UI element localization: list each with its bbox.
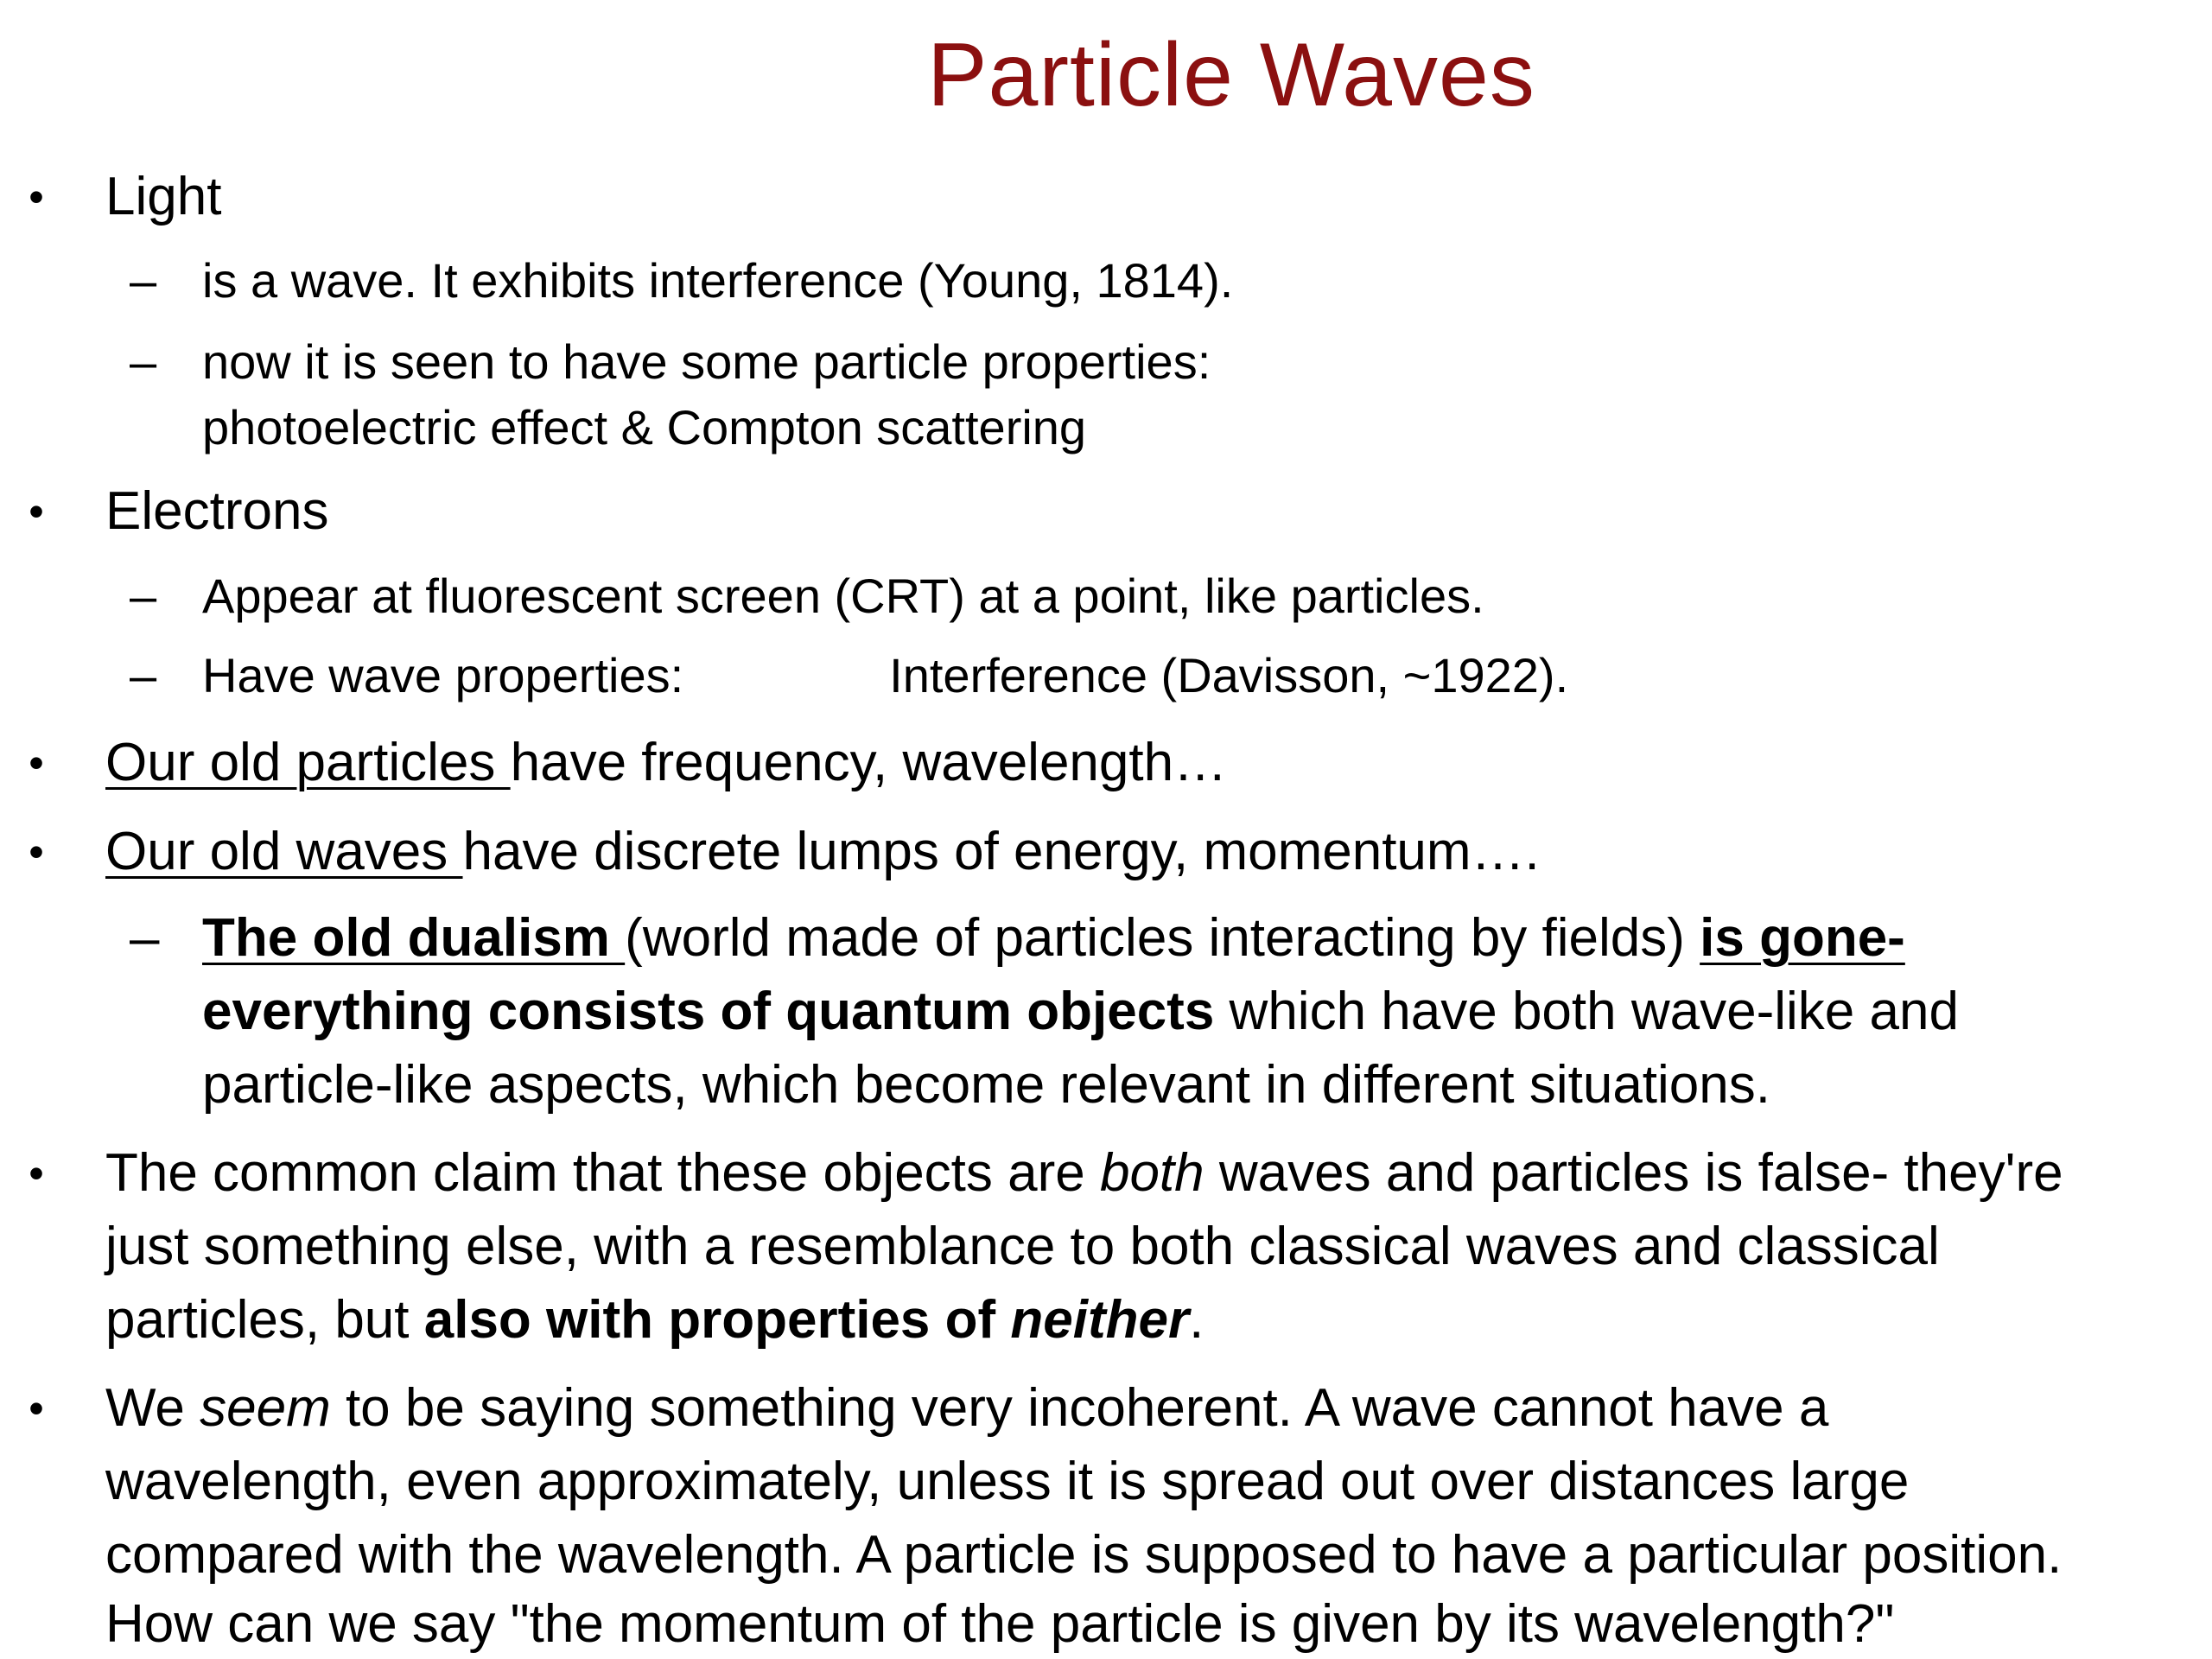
common-claim-line3-pre: particles, but xyxy=(105,1290,424,1350)
bullet-icon: • xyxy=(29,828,44,876)
bullet-icon: • xyxy=(29,739,44,787)
light-sub1: is a wave. It exhibits interference (Young, 1814). xyxy=(202,253,1234,308)
incoherent-part1: We xyxy=(105,1378,200,1438)
incoherent-italic: seem xyxy=(200,1378,331,1438)
common-claim-line3 xyxy=(105,1286,1204,1355)
incoherent-line4: How can we say "the momentum of the particle is given by its wavelength?" xyxy=(105,1594,1895,1654)
dualism-bold-underlined2: is gone- xyxy=(1700,908,1905,968)
electrons-heading: Electrons xyxy=(105,481,329,541)
bullet-icon: • xyxy=(29,1149,44,1198)
common-claim-line2: just something else, with a resemblance to both classical waves and classical xyxy=(105,1217,1940,1276)
dualism-normal1: (world made of particles interacting by fields) xyxy=(625,908,1700,968)
bullet-icon: • xyxy=(29,487,44,536)
electrons-sub2-value: Interference (Davisson, ~1922). xyxy=(889,648,1569,702)
incoherent-part2: to be saying something very incoherent. A wave cannot have a xyxy=(330,1378,1829,1438)
slide-title: Particle Waves xyxy=(927,25,1535,125)
old-particles-line xyxy=(105,728,1227,798)
old-particles-rest: have frequency, wavelength… xyxy=(510,733,1228,792)
dash-icon: – xyxy=(130,253,157,308)
old-particles-underlined: Our old particles xyxy=(105,733,511,792)
common-claim-part1: The common claim that these objects are xyxy=(105,1143,1100,1203)
common-claim-italic: both xyxy=(1099,1143,1205,1203)
electrons-sub1: Appear at fluorescent screen (CRT) at a point, like particles. xyxy=(202,569,1484,623)
old-waves-underlined: Our old waves xyxy=(105,822,463,881)
electrons-sub2-label: Have wave properties: xyxy=(202,648,684,702)
old-waves-rest: have discrete lumps of energy, momentum…. xyxy=(462,822,1540,881)
incoherent-line1 xyxy=(105,1374,1828,1443)
dualism-bold2: everything consists of quantum objects xyxy=(202,982,1215,1041)
electrons-sub2 xyxy=(202,645,1568,706)
common-claim-line1 xyxy=(105,1139,2063,1208)
dash-icon: – xyxy=(130,908,160,968)
bullet-icon: • xyxy=(29,1384,44,1433)
dash-icon: – xyxy=(130,569,157,623)
dash-icon: – xyxy=(130,334,157,389)
light-sub2-line1: now it is seen to have some particle properties: xyxy=(202,334,1211,389)
bullet-icon: • xyxy=(29,173,44,221)
old-waves-line xyxy=(105,817,1540,887)
dualism-normal2: which have both wave-like and xyxy=(1214,982,1959,1041)
common-claim-line3-bold: also with properties of xyxy=(423,1290,1011,1350)
common-claim-part2: waves and particles is false- they're xyxy=(1204,1143,2063,1203)
dualism-line3: particle-like aspects, which become relevant in different situations. xyxy=(202,1055,1770,1115)
dualism-line1 xyxy=(202,904,1905,973)
incoherent-line2: wavelength, even approximately, unless it is spread out over distances large xyxy=(105,1452,1910,1511)
incoherent-line3: compared with the wavelength. A particle is supposed to have a particular position. xyxy=(105,1525,2063,1585)
light-sub2-line2: photoelectric effect & Compton scattering xyxy=(202,400,1087,454)
common-claim-line3-post: . xyxy=(1189,1290,1205,1350)
common-claim-line3-bold-italic: neither xyxy=(1010,1290,1190,1350)
dualism-bold-underlined: The old dualism xyxy=(202,908,626,968)
light-heading: Light xyxy=(105,167,222,226)
dualism-line2 xyxy=(202,977,1959,1046)
dash-icon: – xyxy=(130,648,157,702)
